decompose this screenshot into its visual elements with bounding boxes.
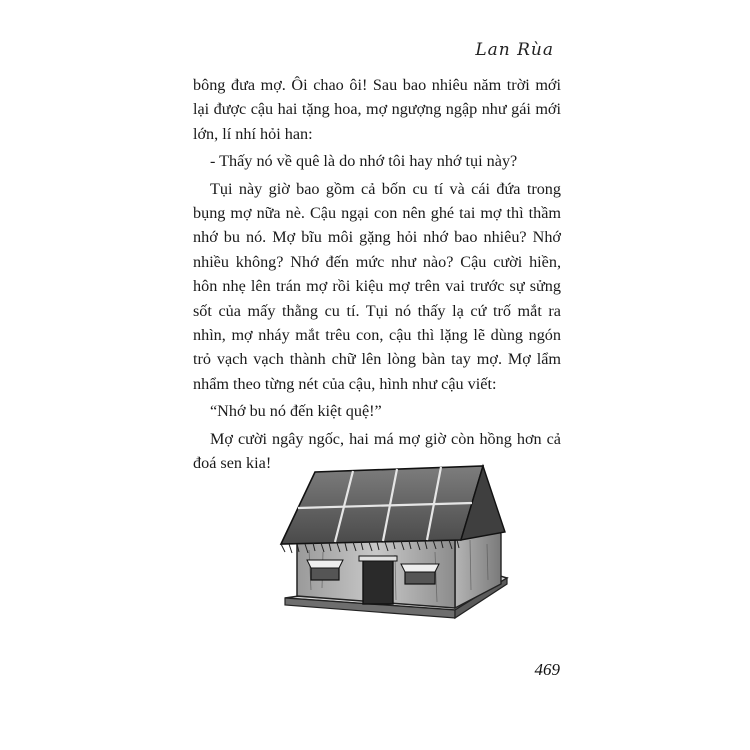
paragraph-main: Tụi này giờ bao gồm cả bốn cu tí và cái đứa trong bụng mợ nữa nè. Cậu ngại con nên ghé tai mợ thì thầm nhớ bu nó. Mợ bĩu môi gặng hỏi nhớ bao nhiêu? Nhớ nhiều không? Nhớ đến mức như nào? Cậu cười hiền, hôn nhẹ lên trán mợ rồi kiệu mợ trên vai trước sự sửng sốt của mấy thằng cu tí. Tụi nó thấy lạ cứ trố mắt ra nhìn, mợ nháy mắt trêu con, cậu thì lặng lẽ dùng ngón trỏ vạch vạch thành chữ lên lòng bàn tay mợ. Mợ lẩm nhẩm theo từng nét của cậu, hình như cậu viết: (193, 179, 561, 393)
paragraph-dialogue: - Thấy nó về quê là do nhớ tôi hay nhớ tụi này? (210, 152, 518, 171)
paragraph-continuation: bông đưa mợ. Ôi chao ôi! Sau bao nhiêu năm trời mới lại được cậu hai tặng hoa, mợ ngượng ngập như gái mới lớn, lí nhí hỏi han: (193, 76, 561, 143)
thatched-house-icon (275, 460, 515, 640)
paragraph-quote: “Nhớ bu nó đến kiệt quệ!” (210, 402, 382, 421)
running-header-title: Lan Rùa (475, 40, 554, 60)
page-number: 469 (534, 660, 560, 679)
body-text (193, 73, 561, 476)
paragraph-closing: Mợ cười ngây ngốc, hai má mợ giờ còn hồng hơn cả đoá sen kia! (193, 429, 561, 473)
